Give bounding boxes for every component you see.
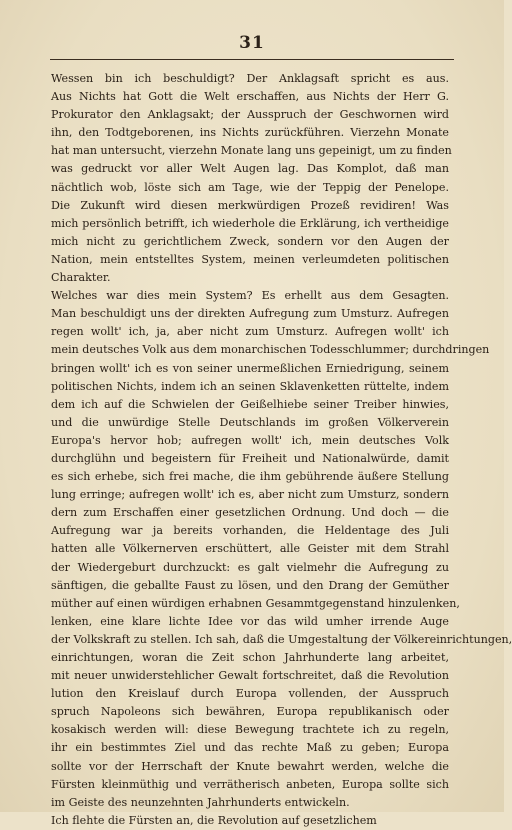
text-line: einrichtungen, woran die Zeit schon Jahrhunderte lang arbeitet,	[51, 651, 449, 664]
text-line: Ich flehte die Fürsten an, die Revolution auf gesetzlichem	[51, 813, 377, 827]
text-line: bringen wollt' ich es von seiner unermeßlichen Erniedrigung, seinem	[51, 361, 449, 375]
text-line: hat man untersucht, vierzehn Monate lang uns gepeinigt, um zu finden	[51, 144, 452, 158]
body-text	[51, 70, 512, 830]
text-line: ihr ein bestimmtes Ziel und das rechte Maß zu geben; Europa	[51, 741, 449, 755]
text-line: Wessen bin ich beschuldigt? Der Anklagsaft spricht es aus.	[51, 72, 449, 85]
text-line: mich nicht zu gerichtlichem Zweck, sondern vor den Augen der	[51, 234, 449, 248]
text-line: Europa's hervor hob; aufregen wollt' ich, mein deutsches Volk	[51, 433, 449, 447]
text-line: Aus Nichts hat Gott die Welt erschaffen, aus Nichts der Herr G.	[51, 90, 449, 104]
paragraph	[51, 70, 452, 287]
text-line: sänftigen, die geballte Faust zu lösen, und den Drang der Gemüther	[51, 578, 449, 592]
text-line: Aufregung war ja bereits vorhanden, die Heldentage des Juli	[51, 524, 449, 538]
text-line: hatten alle Völkernerven erschüttert, alle Geister mit dem Strahl	[51, 542, 449, 556]
text-line: lenken, eine klare lichte Idee vor das wild umher irrende Auge	[51, 614, 449, 628]
text-line: und die unwürdige Stelle Deutschlands im großen Völkerverein	[51, 415, 449, 429]
text-line: Prokurator den Anklagsakt; der Ausspruch der Geschwornen wird	[51, 108, 449, 122]
text-line: es sich erhebe, sich frei mache, die ihm gebührende äußere Stellung	[51, 470, 449, 484]
text-line: lung erringe; aufregen wollt' ich es, aber nicht zum Umsturz, sondern	[51, 488, 449, 502]
page-number: 31	[239, 33, 265, 53]
text-line: Charakter.	[51, 271, 111, 285]
text-line: dern zum Erschaffen einer gesetzlichen Ordnung. Und doch — die	[51, 506, 449, 520]
text-line: im Geiste des neunzehnten Jahrhunderts entwickeln.	[51, 795, 350, 809]
text-line: mein deutsches Volk aus dem monarchischen Todesschlummer; durchdringen	[51, 343, 490, 357]
text-line: müther auf einen würdigen erhabnen Gesammtgegenstand hinzulenken,	[51, 596, 460, 610]
paragraph	[51, 287, 512, 812]
text-line: was gedruckt vor aller Welt Augen lag. Das Komplot, daß man	[51, 162, 449, 176]
text-line: der Wiedergeburt durchzuckt: es galt vielmehr die Aufregung zu	[51, 560, 449, 574]
text-line: dem ich auf die Schwielen der Geißelhiebe seiner Treiber hinwies,	[51, 397, 449, 411]
text-line: kosakisch werden will: diese Bewegung trachtete ich zu regeln,	[51, 723, 449, 737]
text-line: politischen Nichts, indem ich an seinen Sklavenketten rüttelte, indem	[51, 379, 449, 393]
text-line: mit neuer unwiderstehlicher Gewalt fortschreitet, daß die Revolution	[51, 669, 449, 683]
text-line: Die Zukunft wird diesen merkwürdigen Prozeß revidiren! Was	[51, 198, 449, 212]
text-line: regen wollt' ich, ja, aber nicht zum Umsturz. Aufregen wollt' ich	[51, 325, 449, 339]
text-line: durchglühn und begeistern für Freiheit und Nationalwürde, damit	[51, 451, 449, 465]
text-line: sollte vor der Herrschaft der Knute bewahrt werden, welche die	[51, 759, 449, 773]
text-line: ihn, den Todtgeborenen, ins Nichts zurückführen. Vierzehn Monate	[51, 126, 449, 140]
header-rule	[50, 59, 454, 60]
text-line: mich persönlich betrifft, ich wiederhole die Erklärung, ich vertheidige	[51, 216, 449, 230]
text-line: Man beschuldigt uns der direkten Aufregung zum Umsturz. Aufregen	[51, 307, 449, 321]
paragraph	[51, 812, 449, 830]
text-line: lution den Kreislauf durch Europa vollenden, der Ausspruch	[51, 687, 449, 701]
text-line: nächtlich wob, löste sich am Tage, wie der Teppig der Penelope.	[51, 180, 449, 194]
text-line: Fürsten kleinmüthig und verrätherisch anbeten, Europa sollte sich	[51, 777, 449, 791]
text-line: der Volkskraft zu stellen. Ich sah, daß die Umgestaltung der Völkereinrichtungen,	[51, 632, 512, 646]
text-line: Welches war dies mein System? Es erhellt aus dem Gesagten.	[51, 289, 449, 303]
text-line: spruch Napoleons sich bewähren, Europa republikanisch oder	[51, 705, 449, 719]
text-line: Nation, mein entstelltes System, meinen verleumdeten politischen	[51, 252, 449, 266]
